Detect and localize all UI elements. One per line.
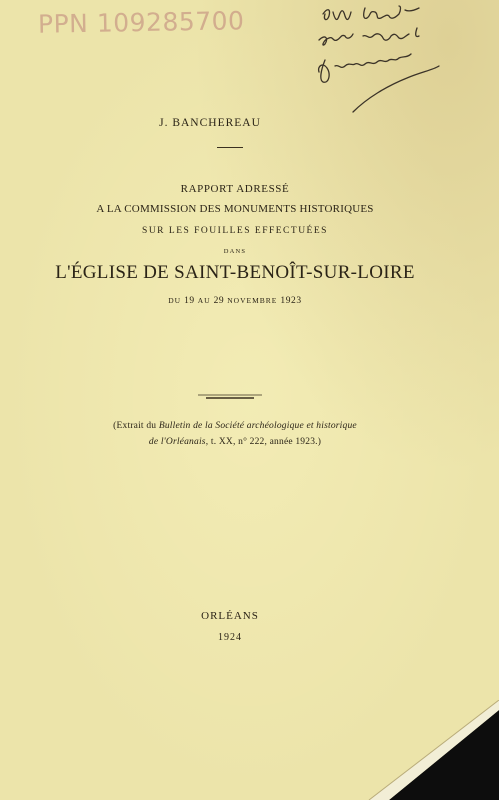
extract-line-2: [0, 437, 470, 447]
extract-prefix: (Extrait du: [113, 421, 159, 431]
extract-line-1: [0, 421, 470, 431]
handwritten-dedication: [305, 0, 490, 120]
catalog-stamp: PPN 109285700: [37, 6, 245, 39]
publication-place: ORLÉANS: [201, 610, 259, 622]
title-date: [0, 296, 470, 306]
date-month: NOVEMBRE: [227, 296, 278, 305]
date-year: 1923: [280, 296, 302, 306]
date-end-day: 29: [213, 296, 225, 306]
author-name: J. BANCHEREAU: [159, 117, 261, 129]
date-au: AU: [197, 296, 211, 305]
date-du: DU: [168, 296, 182, 305]
publication-year: 1924: [218, 632, 242, 643]
main-title: L'ÉGLISE DE SAINT-BENOÎT-SUR-LOIRE: [55, 262, 415, 283]
short-rule: [217, 147, 243, 148]
date-start-day: 19: [184, 296, 195, 306]
ornament-rule: [198, 393, 262, 401]
title-line-4: DANS: [223, 248, 247, 255]
title-line-2: A LA COMMISSION DES MONUMENTS HISTORIQUES: [96, 203, 374, 215]
folded-corner: [349, 700, 499, 800]
extract-region: de l'Orléanais: [148, 437, 206, 447]
extract-journal: Bulletin de la Société archéologique et historique: [158, 421, 357, 431]
title-line-1: RAPPORT ADRESSÉ: [180, 183, 290, 195]
extract-volume: , t. XX, n° 222, année 1923.): [205, 437, 322, 447]
title-line-3: SUR LES FOUILLES EFFECTUÉES: [142, 226, 328, 236]
